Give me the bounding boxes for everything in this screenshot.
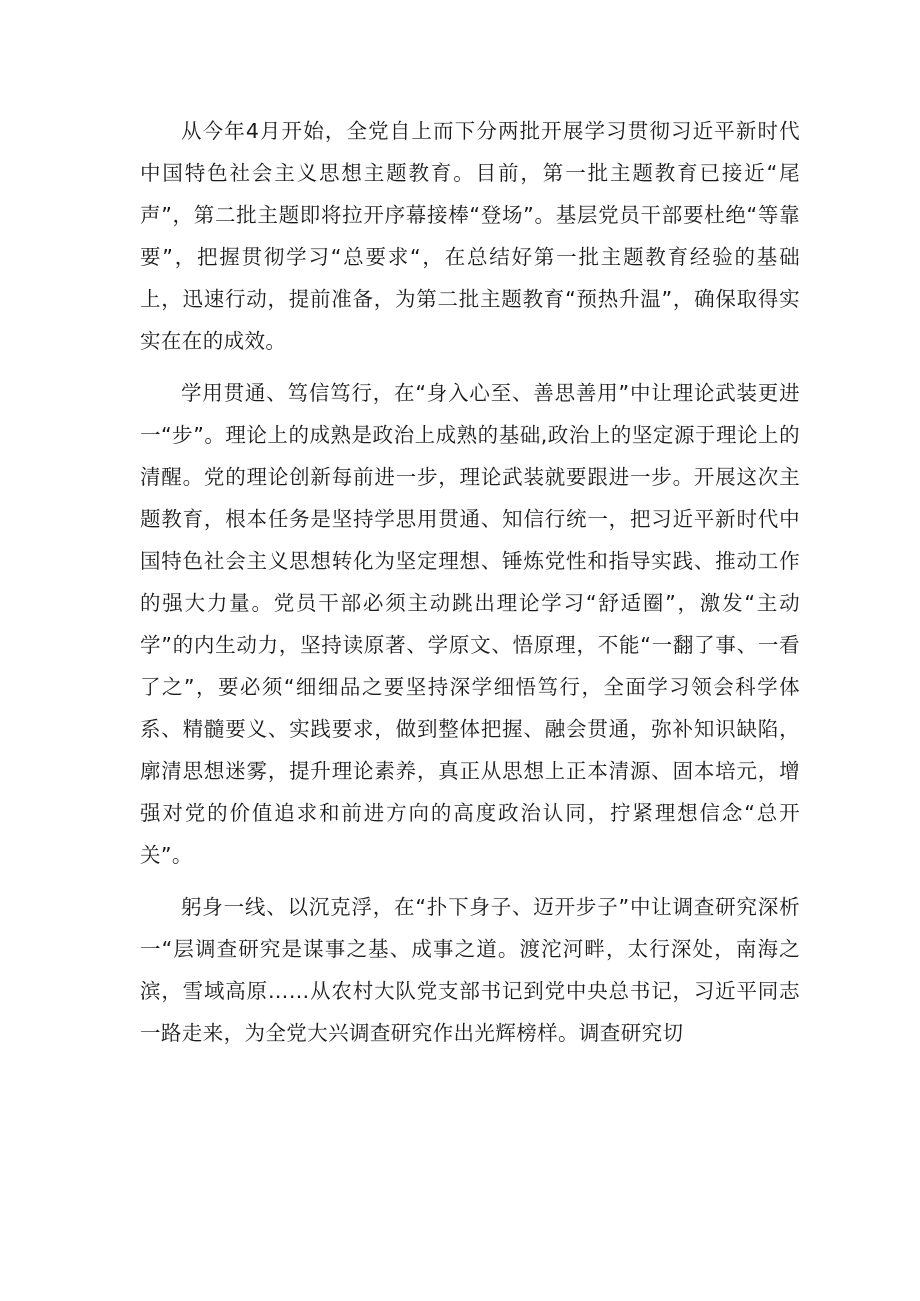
document-body	[140, 110, 800, 1054]
paragraph-1: 从今年4月开始，全党自上而下分两批开展学习贯彻习近平新时代中国特色社会主义思想主题教育。目前，第一批主题教育已接近“尾声”，第二批主题即将拉开序幕接棒“登场”。基层党员干部要杜绝“等靠要”，把握贯彻学习“总要求“，在总结好第一批主题教育经验的基础上，迅速行动，提前准备，为第二批主题教育“预热升温”，确保取得实实在在的成效。	[140, 119, 800, 353]
paragraph-3: 躬身一线、以沉克浮，在“扑下身子、迈开步子”中让调查研究深析一“层调查研究是谋事之基、成事之道。渡沱河畔，太行深处，南海之滨，雪域高原……从农村大队党支部书记到党中央总书记，习近平同志一路走来，为全党大兴调查研究作出光辉榜样。调查研究切	[140, 895, 800, 1045]
paragraph-2: 学用贯通、笃信笃行，在“身入心至、善思善用”中让理论武装更进一“步”。理论上的成熟是政治上成熟的基础,政治上的坚定源于理论上的清醒。党的理论创新每前进一步，理论武装就要跟进一步。开展这次主题教育，根本任务是坚持学思用贯通、知信行统一，把习近平新时代中国特色社会主义思想转化为坚定理想、锤炼党性和指导实践、推动工作的强大力量。党员干部必须主动跳出理论学习“舒适圈”，激发“主动学”的内生动力，坚持读原著、学原文、悟原理，不能“一翻了事、一看了之”，要必须“细细品之要坚持深学细悟笃行，全面学习领会科学体系、精髓要义、实践要求，做到整体把握、融会贯通，弥补知识缺陷，廓清思想迷雾，提升理论素养，真正从思想上正本清源、固本培元，增强对党的价值追求和前进方向的高度政治认同，拧紧理想信念“总开关”。	[140, 381, 800, 867]
